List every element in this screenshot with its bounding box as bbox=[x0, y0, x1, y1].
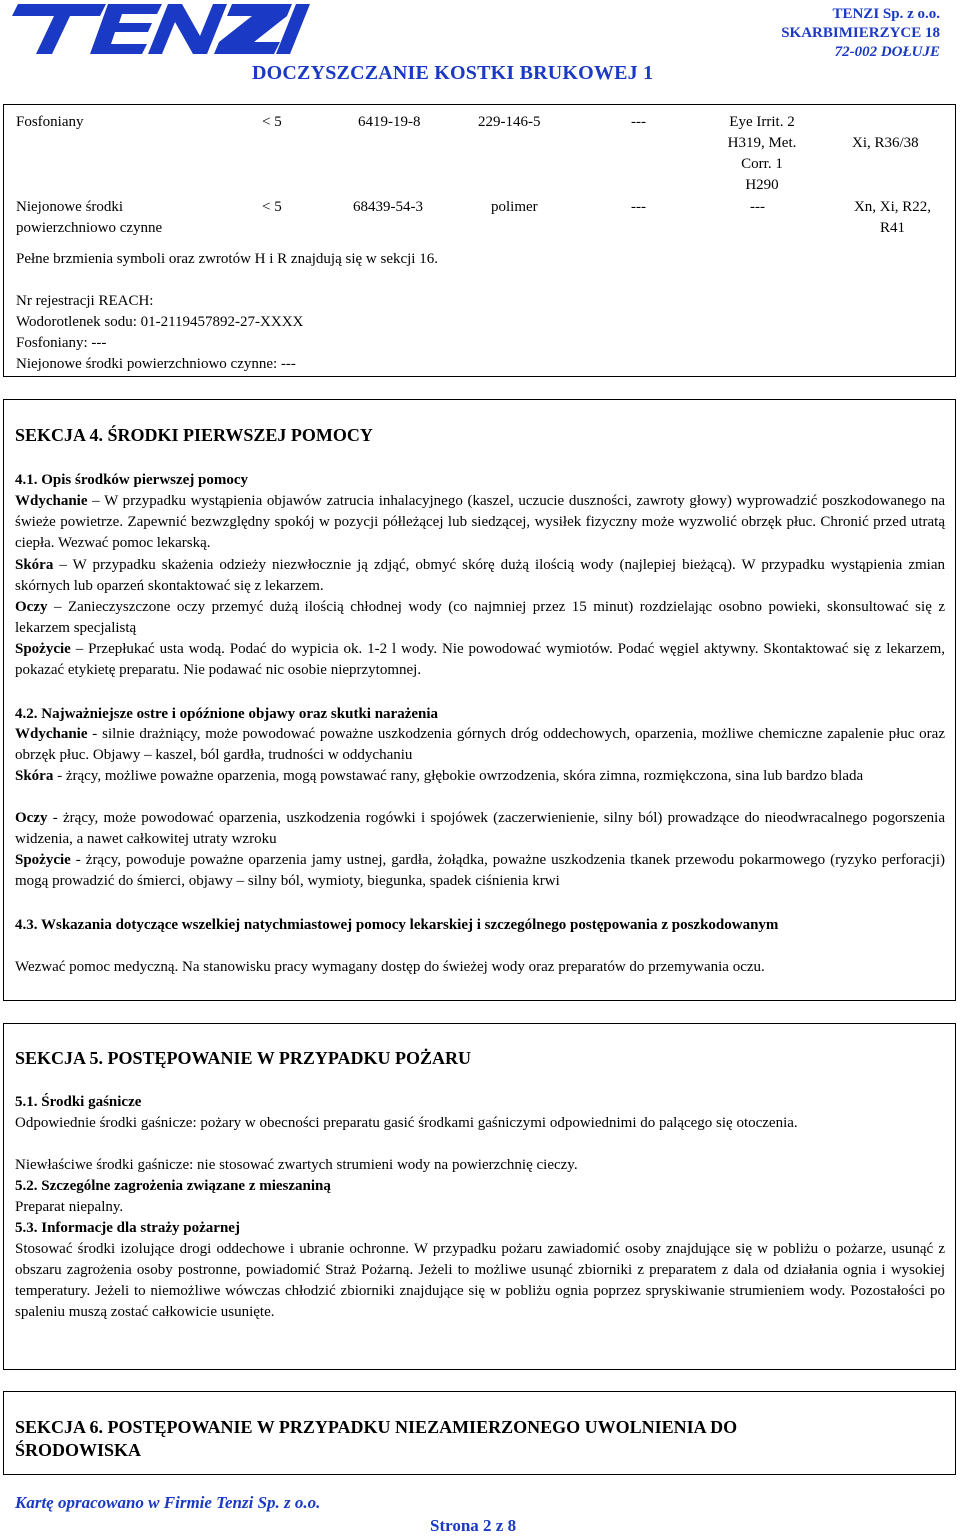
row1-ec: 229-146-5 bbox=[478, 114, 541, 130]
composition-box bbox=[3, 104, 956, 377]
s41-ingestion: Spożycie – Przepłukać usta wodą. Podać do wypicia ok. 1-2 l wody. Nie powodować wymiotów. Podać węgiel aktywny. Skontaktować się z lekarzem, pokazać etykietę preparatu. Nie podawać nic osobie nieprzytomnej. bbox=[15, 641, 945, 678]
document-title: DOCZYSZCZANIE KOSTKI BRUKOWEJ 1 bbox=[252, 62, 654, 84]
row2-dsd: Xn, Xi, R22, R41 bbox=[853, 199, 932, 236]
s41-title: 4.1. Opis środków pierwszej pomocy bbox=[15, 472, 249, 488]
row1-name: Fosfoniany bbox=[16, 114, 84, 130]
company-address bbox=[781, 5, 940, 62]
footer-prepared-by: Kartę opracowano w Firmie Tenzi Sp. z o.o. bbox=[15, 1493, 321, 1512]
s53-text: Stosować środki izolujące drogi oddechowe i ubranie ochronne. W przypadku pożaru zawiadomić osoby znajdujące się w pobliżu o pożarze, usunąć z obszaru zagrożenia osoby postronne, powiadomić Straż Pożarną. Jeżeli to możliwe usunąć zbiorniki z preparatem z dala od działania ognia i wysokiej temperatury. Jeżeli to niemożliwe wówczas chłodzić zbiorniki znajdujące się w pobliżu ognia poprzez spryskiwanie strumieniem wody. Pozostałości po spaleniu muszą zostać całkowicie usunięte. bbox=[15, 1241, 945, 1320]
s51-title: 5.1. Środki gaśnicze bbox=[15, 1094, 142, 1110]
reach-line: Niejonowe środki powierzchniowo czynne: --- bbox=[16, 356, 296, 372]
row1-dsd: Xi, R36/38 bbox=[852, 135, 919, 151]
s41-inhalation: Wdychanie – W przypadku wystąpienia objawów zatrucia inhalacyjnego (kaszel, uczucie duszności, zawroty głowy) wyprowadzić poszkodowanego na świeże powietrze. Zapewnić bezwzględny spokój w pozycji półleżącej lub siedzącej, wysiłek fizyczny może wyzwolić obrzęk płuc. Chronić przed utratą ciepła. Wezwać pomoc lekarską. bbox=[15, 493, 945, 551]
row2-index: --- bbox=[631, 199, 646, 215]
company-name: TENZI Sp. z o.o. bbox=[832, 6, 940, 22]
page-header bbox=[0, 0, 960, 92]
s42-ingestion: Spożycie - żrący, powoduje poważne oparzenia jamy ustnej, gardła, żołądka, poważne uszkodzenia tkanek przewodu pokarmowego (ryzyko perforacji) mogą prowadzić do śmierci, objawy – silny ból, wymioty, biegunka, spadek ciśnienia krwi bbox=[15, 852, 945, 889]
s42-title: 4.2. Najważniejsze ostre i opóźnione objawy oraz skutki narażenia bbox=[15, 706, 439, 722]
s42-skin: Skóra - żrący, możliwe poważne oparzenia, mogą powstawać rany, głębokie owrzodzenia, skóra zimna, rozmiękczona, sina lub bardzo blada bbox=[15, 768, 864, 784]
page-number: Strona 2 z 8 bbox=[430, 1516, 517, 1535]
company-street: SKARBIMIERZYCE 18 bbox=[781, 25, 940, 41]
tenzi-logo-icon bbox=[10, 2, 310, 56]
reach-line: Wodorotlenek sodu: 01-2119457892-27-XXXX bbox=[16, 314, 304, 330]
reach-title: Nr rejestracji REACH: bbox=[16, 293, 154, 309]
s43-text: Wezwać pomoc medyczną. Na stanowisku pracy wymagany dostęp do świeżej wody oraz preparatów do przemywania oczu. bbox=[15, 959, 765, 975]
s42-eyes: Oczy - żrący, może powodować oparzenia, uszkodzenia rogówki i spojówek (zaczerwienienie, silny ból) prowadzące do nieodwracalnego pogorszenia widzenia, a nawet całkowitej utraty wzroku bbox=[15, 810, 945, 847]
company-city: 72-002 DOŁUJE bbox=[834, 44, 940, 60]
row2-cas: 68439-54-3 bbox=[353, 199, 423, 215]
s51-text2: Niewłaściwe środki gaśnicze: nie stosować zwartych strumieni wody na powierzchnię cieczy. bbox=[15, 1157, 578, 1173]
row1-index: --- bbox=[631, 114, 646, 130]
reach-line: Fosfoniany: --- bbox=[16, 335, 107, 351]
s52-title: 5.2. Szczególne zagrożenia związane z mieszaniną bbox=[15, 1178, 331, 1194]
section6-title: SEKCJA 6. POSTĘPOWANIE W PRZYPADKU NIEZAMIERZONEGO UWOLNIENIA DO ŚRODOWISKA bbox=[15, 1417, 738, 1460]
section5-title: SEKCJA 5. POSTĘPOWANIE W PRZYPADKU POŻARU bbox=[15, 1048, 472, 1068]
composition-note: Pełne brzmienia symboli oraz zwrotów H i R znajdują się w sekcji 16. bbox=[16, 251, 438, 267]
s41-skin: Skóra – W przypadku skażenia odzieży niezwłocznie ją zdjąć, obmyć skórę dużą ilością wody (najlepiej bieżącą). W przypadku wystąpienia zmian skórnych lub oparzeń skontaktować się z lekarzem. bbox=[15, 557, 945, 594]
row2-ec: polimer bbox=[491, 199, 538, 215]
s41-eyes: Oczy – Zanieczyszczone oczy przemyć dużą ilością chłodnej wody (co najmniej przez 15 minut) rozdzielając osobno powieki, skonsultować się z lekarzem specjalistą bbox=[15, 599, 945, 636]
s43-title: 4.3. Wskazania dotyczące wszelkiej natychmiastowej pomocy lekarskiej i szczególnego postępowania z poszkodowanym bbox=[15, 917, 779, 933]
row2-concentration: < 5 bbox=[262, 199, 282, 215]
row2-name: Niejonowe środki powierzchniowo czynne bbox=[16, 199, 163, 236]
row1-concentration: < 5 bbox=[262, 114, 282, 130]
section4-title: SEKCJA 4. ŚRODKI PIERWSZEJ POMOCY bbox=[15, 425, 373, 445]
row2-clp: --- bbox=[750, 199, 765, 215]
row1-clp: Eye Irrit. 2 H319, Met. Corr. 1 H290 bbox=[727, 114, 797, 193]
row1-cas: 6419-19-8 bbox=[358, 114, 421, 130]
s51-text1: Odpowiednie środki gaśnicze: pożary w obecności preparatu gasić środkami gaśniczymi odpowiednimi do palącego się otoczenia. bbox=[15, 1115, 798, 1131]
s52-text: Preparat niepalny. bbox=[15, 1199, 124, 1215]
s42-inhalation: Wdychanie - silnie drażniący, może powodować poważne uszkodzenia górnych dróg oddechowych, oparzenia, możliwe chemiczne zapalenie płuc oraz obrzęk płuc. Objawy – kaszel, ból gardła, trudności w oddychaniu bbox=[15, 726, 945, 763]
s53-title: 5.3. Informacje dla straży pożarnej bbox=[15, 1220, 240, 1236]
